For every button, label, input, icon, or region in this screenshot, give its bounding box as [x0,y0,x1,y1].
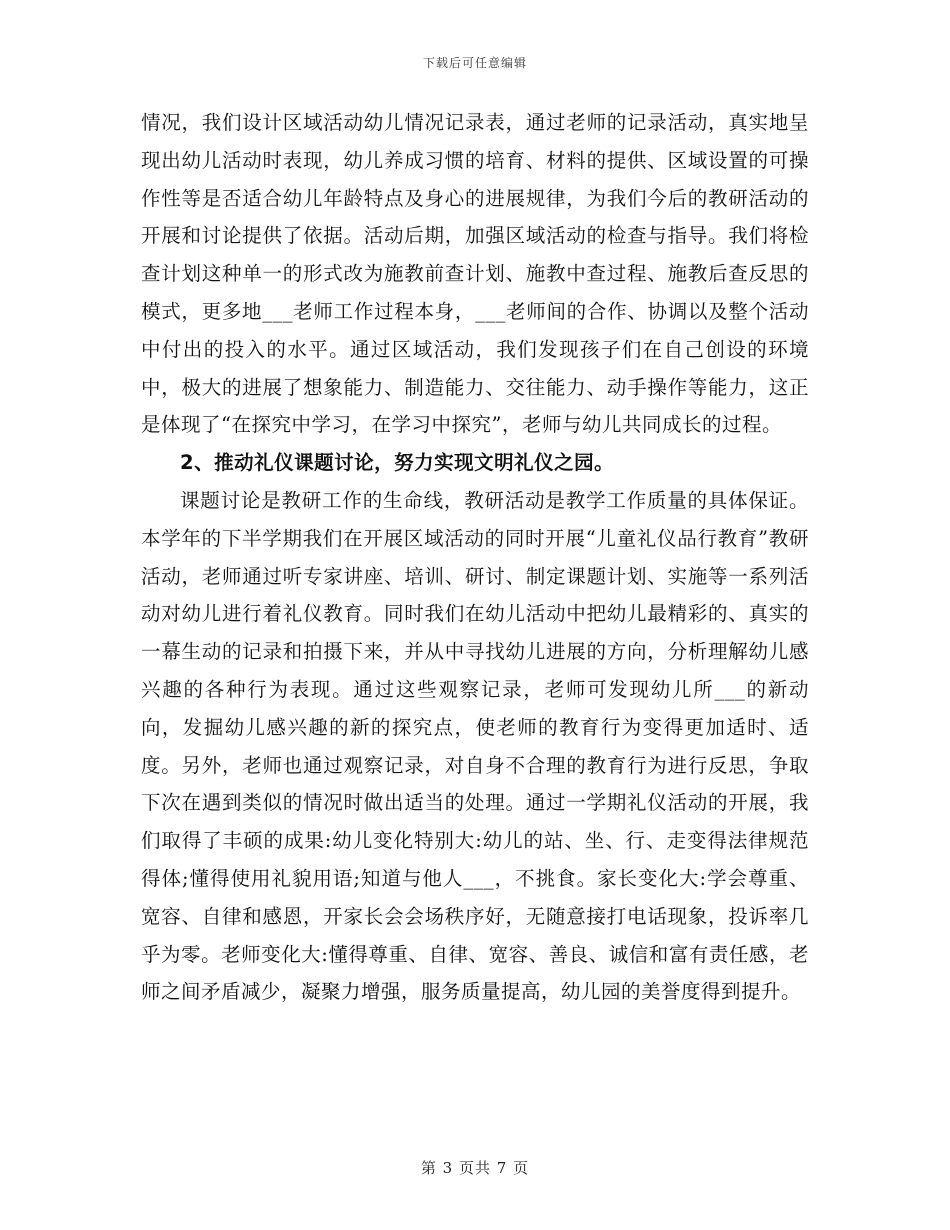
page-number: 第 3 页共 7 页 [420,1159,530,1177]
body-paragraph-1: 情况，我们设计区域活动幼儿情况记录表，通过老师的记录活动，真实地呈现出幼儿活动时表现，幼儿养成习惯的培育、材料的提供、区域设置的可操作性等是否适合幼儿年龄特点及身心的进展规律，为我们今后的教研活动的开展和讨论提供了依据。活动后期，加强区域活动的检查与指导。我们将检查计划这种单一的形式改为施教前查计划、施教中查过程、施教后查反思的模式，更多地___老师工作过程本身，___老师间的合作、协调以及整个活动中付出的投入的水平。通过区域活动，我们发现孩子们在自己创设的环境中，极大的进展了想象能力、制造能力、交往能力、动手操作等能力，这正是体现了“在探究中学习，在学习中探究”，老师与幼儿共同成长的过程。 [141,111,809,437]
section-heading: 2、推动礼仪课题讨论，努力实现文明礼仪之园。 [180,451,615,475]
body-paragraph-2: 课题讨论是教研工作的生命线，教研活动是教学工作质量的具体保证。本学年的下半学期我们在开展区域活动的同时开展“儿童礼仪品行教育”教研活动，老师通过听专家讲座、培训、研讨、制定课题计划、实施等一系列活动对幼儿进行着礼仪教育。同时我们在幼儿活动中把幼儿最精彩的、真实的一幕生动的记录和拍摄下来，并从中寻找幼儿进展的方向，分析理解幼儿感兴趣的各种行为表现。通过这些观察记录，老师可发现幼儿所___的新动向，发掘幼儿感兴趣的新的探究点，使老师的教育行为变得更加适时、适度。另外，老师也通过观察记录，对自身不合理的教育行为进行反思，争取下次在遇到类似的情况时做出适当的处理。通过一学期礼仪活动的开展，我们取得了丰硕的成果:幼儿变化特别大:幼儿的站、坐、行、走变得法律规范得体;懂得使用礼貌用语;知道与他人___，不挑食。家长变化大:学会尊重、宽容、自律和感恩，开家长会会场秩序好，无随意接打电话现象，投诉率几乎为零。老师变化大:懂得尊重、自律、宽容、善良、诚信和富有责任感，老师之间矛盾减少，凝聚力增强，服务质量提高，幼儿园的美誉度得到提升。 [141,488,809,1004]
page-header: 下载后可任意编辑 [422,56,527,70]
document-body [141,104,809,1011]
